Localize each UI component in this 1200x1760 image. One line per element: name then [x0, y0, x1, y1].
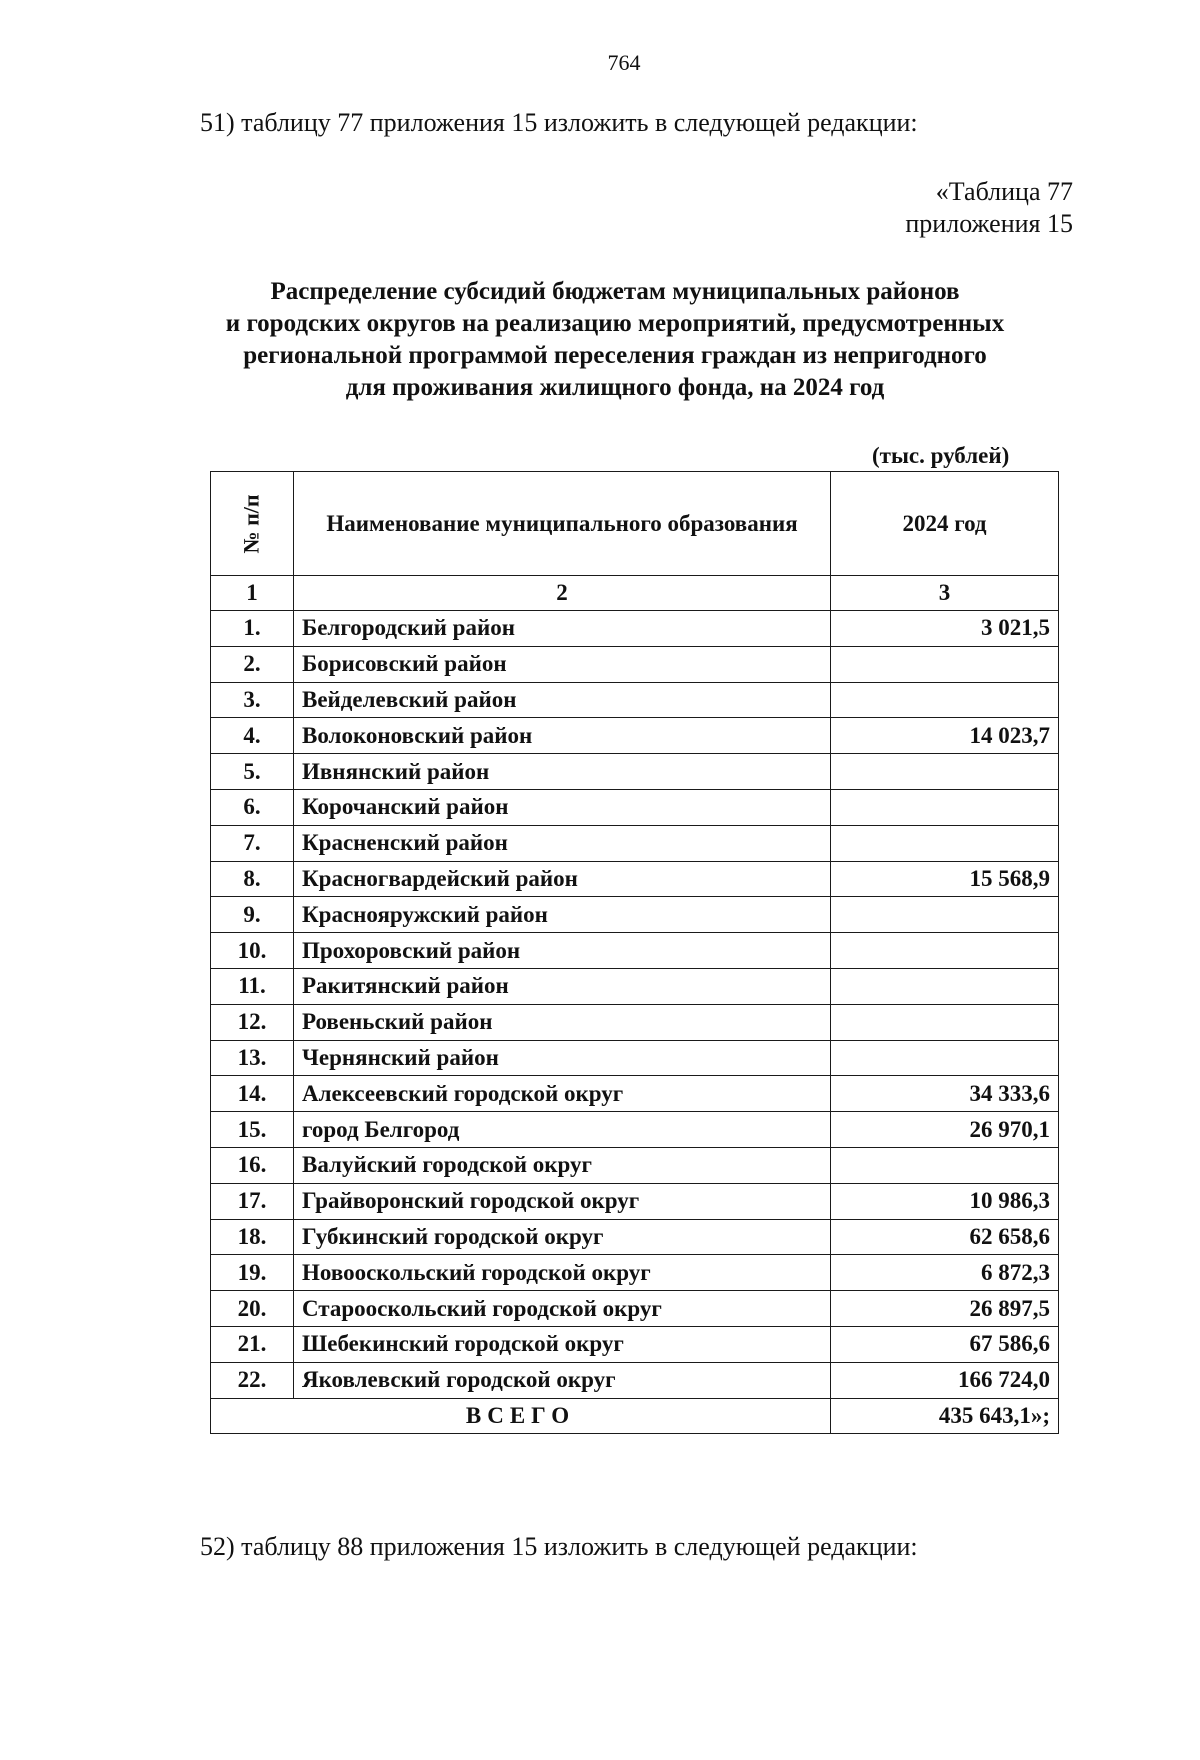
row-municipality: Корочанский район	[294, 789, 831, 825]
row-municipality: Новооскольский городской округ	[294, 1255, 831, 1291]
row-number: 17.	[211, 1183, 294, 1219]
column-number-row	[211, 576, 1059, 611]
row-amount	[831, 933, 1059, 969]
row-municipality: Белгородский район	[294, 611, 831, 647]
row-number: 3.	[211, 682, 294, 718]
row-number: 12.	[211, 1004, 294, 1040]
row-number: 8.	[211, 861, 294, 897]
row-municipality: Красногвардейский район	[294, 861, 831, 897]
document-title	[140, 276, 1090, 404]
row-amount: 26 897,5	[831, 1291, 1059, 1327]
row-number: 7.	[211, 825, 294, 861]
row-amount	[831, 1004, 1059, 1040]
total-value: 435 643,1»;	[831, 1398, 1059, 1433]
table-row	[211, 1362, 1059, 1398]
row-municipality: Ракитянский район	[294, 968, 831, 1004]
row-amount	[831, 646, 1059, 682]
row-number: 9.	[211, 897, 294, 933]
table-row	[211, 1040, 1059, 1076]
table-row	[211, 1004, 1059, 1040]
title-line-4: для проживания жилищного фонда, на 2024 год	[345, 374, 885, 401]
row-municipality: Волоконовский район	[294, 718, 831, 754]
row-number: 19.	[211, 1255, 294, 1291]
table-row	[211, 718, 1059, 754]
table-row	[211, 825, 1059, 861]
row-amount	[831, 789, 1059, 825]
row-number: 16.	[211, 1147, 294, 1183]
distribution-table	[210, 471, 1059, 1434]
row-number: 10.	[211, 933, 294, 969]
intro-paragraph: 51) таблицу 77 приложения 15 изложить в следующей редакции:	[200, 108, 918, 137]
total-row	[211, 1398, 1059, 1433]
table-row	[211, 646, 1059, 682]
row-municipality: Прохоровский район	[294, 933, 831, 969]
table-row	[211, 682, 1059, 718]
row-amount	[831, 897, 1059, 933]
row-amount: 14 023,7	[831, 718, 1059, 754]
row-amount	[831, 1040, 1059, 1076]
row-amount	[831, 968, 1059, 1004]
table-row	[211, 968, 1059, 1004]
table-caption-line-1: «Таблица 77	[935, 177, 1073, 206]
next-paragraph: 52) таблицу 88 приложения 15 изложить в следующей редакции:	[200, 1532, 918, 1561]
row-amount: 26 970,1	[831, 1112, 1059, 1148]
row-amount	[831, 1147, 1059, 1183]
table-row	[211, 933, 1059, 969]
column-number-3: 3	[831, 576, 1059, 611]
row-municipality: Валуйский городской округ	[294, 1147, 831, 1183]
table-row	[211, 897, 1059, 933]
row-amount: 6 872,3	[831, 1255, 1059, 1291]
table-row	[211, 754, 1059, 790]
row-number: 22.	[211, 1362, 294, 1398]
row-number: 4.	[211, 718, 294, 754]
row-number: 5.	[211, 754, 294, 790]
column-number-2: 2	[294, 576, 831, 611]
header-value: 2024 год	[831, 472, 1059, 576]
table-row	[211, 1076, 1059, 1112]
row-amount	[831, 682, 1059, 718]
row-amount: 10 986,3	[831, 1183, 1059, 1219]
row-municipality: Чернянский район	[294, 1040, 831, 1076]
table-row	[211, 1326, 1059, 1362]
total-label: ВСЕГО	[211, 1398, 831, 1433]
row-number: 21.	[211, 1326, 294, 1362]
column-number-1: 1	[211, 576, 294, 611]
row-amount: 62 658,6	[831, 1219, 1059, 1255]
row-number: 1.	[211, 611, 294, 647]
row-number: 13.	[211, 1040, 294, 1076]
row-municipality: Борисовский район	[294, 646, 831, 682]
title-line-1: Распределение субсидий бюджетам муниципальных районов	[270, 278, 960, 305]
table-row	[211, 1112, 1059, 1148]
table-row	[211, 1291, 1059, 1327]
page-number: 764	[607, 50, 641, 75]
row-amount: 166 724,0	[831, 1362, 1059, 1398]
header-name: Наименование муниципального образования	[294, 472, 831, 576]
table-row	[211, 861, 1059, 897]
table-row	[211, 611, 1059, 647]
row-municipality: Яковлевский городской округ	[294, 1362, 831, 1398]
units-label: (тыс. рублей)	[872, 443, 1010, 468]
header-number-label: № п/п	[238, 493, 264, 554]
row-amount: 3 021,5	[831, 611, 1059, 647]
table-header-row	[211, 472, 1059, 576]
row-municipality: Красненский район	[294, 825, 831, 861]
row-amount: 67 586,6	[831, 1326, 1059, 1362]
table-row	[211, 1147, 1059, 1183]
row-amount: 15 568,9	[831, 861, 1059, 897]
table-row	[211, 789, 1059, 825]
row-municipality: Грайворонский городской округ	[294, 1183, 831, 1219]
table-caption-line-2: приложения 15	[905, 209, 1073, 238]
row-municipality: Шебекинский городской округ	[294, 1326, 831, 1362]
row-municipality: Ровеньский район	[294, 1004, 831, 1040]
row-municipality: Вейделевский район	[294, 682, 831, 718]
table-row	[211, 1183, 1059, 1219]
title-line-2: и городских округов на реализацию мероприятий, предусмотренных	[225, 310, 1005, 337]
row-municipality: Алексеевский городской округ	[294, 1076, 831, 1112]
row-amount	[831, 754, 1059, 790]
row-amount: 34 333,6	[831, 1076, 1059, 1112]
row-number: 6.	[211, 789, 294, 825]
row-municipality: Губкинский городской округ	[294, 1219, 831, 1255]
row-number: 14.	[211, 1076, 294, 1112]
row-municipality: Старооскольский городской округ	[294, 1291, 831, 1327]
header-number	[211, 472, 294, 576]
table-row	[211, 1219, 1059, 1255]
row-number: 20.	[211, 1291, 294, 1327]
row-number: 2.	[211, 646, 294, 682]
row-number: 11.	[211, 968, 294, 1004]
table-row	[211, 1255, 1059, 1291]
row-amount	[831, 825, 1059, 861]
row-municipality: Ивнянский район	[294, 754, 831, 790]
row-municipality: город Белгород	[294, 1112, 831, 1148]
title-line-3: региональной программой переселения граждан из непригодного	[243, 342, 987, 369]
row-number: 15.	[211, 1112, 294, 1148]
row-municipality: Краснояружский район	[294, 897, 831, 933]
table-caption	[905, 176, 1073, 240]
row-number: 18.	[211, 1219, 294, 1255]
